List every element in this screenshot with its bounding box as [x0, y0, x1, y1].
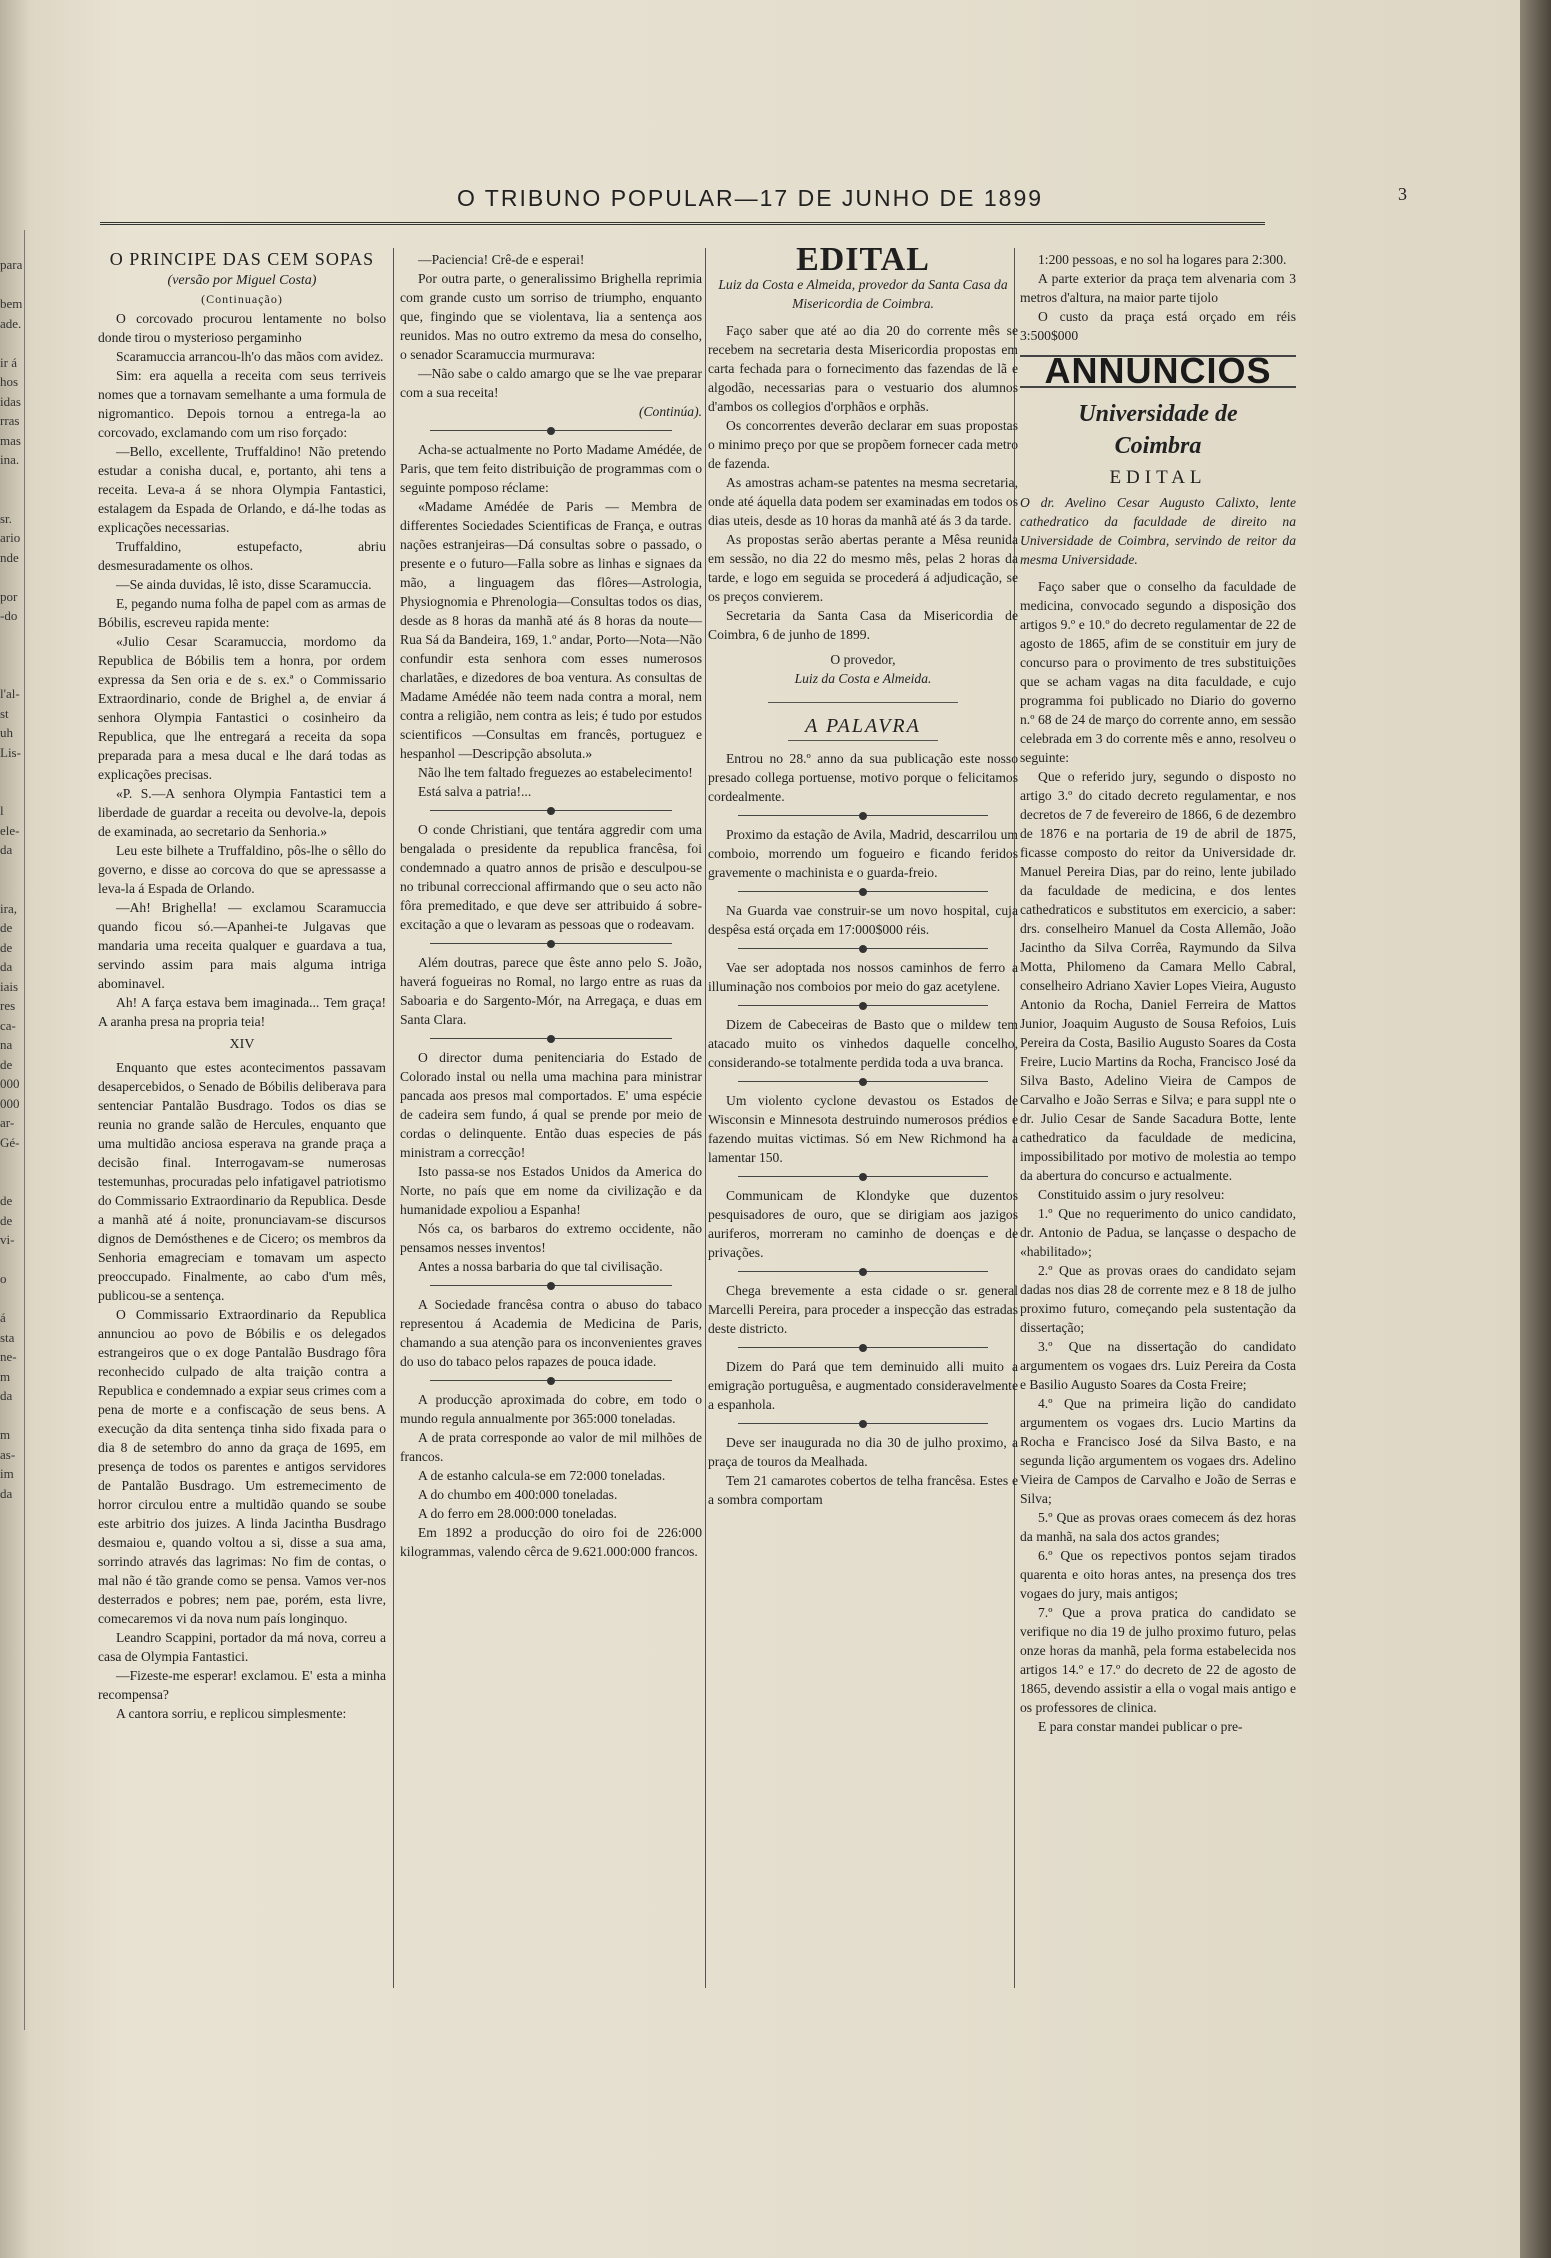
- bleed-fragment: da: [0, 1388, 13, 1403]
- page-number: 3: [1398, 184, 1407, 204]
- bleed-fragment: ele-: [0, 822, 20, 838]
- news-item: [400, 953, 702, 1029]
- news-item: Um violento cyclone devastou os Estados de Wisconsin e Minnesota destruindo numerosos prédios e fazendo muitas victimas. Só em New Richmond ha a lamentar 150.: [708, 1093, 1018, 1165]
- bleed-fragment: [0, 333, 24, 353]
- bleed-fragment: ne-: [0, 1349, 17, 1364]
- page-edge: [1520, 0, 1551, 2258]
- bleed-fragment: hos: [0, 374, 19, 389]
- bleed-fragment: [0, 275, 24, 295]
- paragraph: Tem 21 camarotes cobertos de telha francêsa. Estes e a sombra comportam: [708, 1473, 1018, 1507]
- ornament-separator: [738, 891, 988, 892]
- column-news-1: [400, 250, 702, 1561]
- paragraph: E, pegando numa folha de papel com as armas de Bóbilis, escreveu rapida mente:: [98, 596, 386, 630]
- paragraph: Isto passa-se nos Estados Unidos da America do Norte, no país que em nome da civilização e da humanidade expoliou a Espanha!: [400, 1164, 702, 1217]
- paragraph: Antes a nossa barbaria do que tal civilisação.: [418, 1259, 663, 1274]
- bleed-fragment: vi-: [0, 1232, 15, 1247]
- ornament-separator: [738, 1005, 988, 1006]
- masthead-title: O TRIBUNO POPULAR—17 DE JUNHO DE 1899: [456, 185, 1044, 211]
- paragraph: A de prata corresponde ao valor de mil milhões de francos.: [400, 1430, 702, 1464]
- bleed-fragment: para: [0, 257, 23, 272]
- masthead-rule: [100, 222, 1265, 225]
- previous-page-bleed: [0, 255, 24, 1503]
- paragraph: Sim: era aquella a receita com seus terriveis nomes que a tornavam semelhante a uma formula de nigromantico. Depois tornou a entrega-la ao corcovado, exclamando com um riso forçado:: [98, 368, 386, 440]
- news-item: Na Guarda vae construir-se um novo hospital, cuja despêsa está orçada em 17:000$000 réis.: [708, 903, 1018, 937]
- bleed-fragment: [0, 1172, 24, 1192]
- paragraph: Enquanto que estes acontecimentos passavam desapercebidos, o Senado de Bóbilis deliberava para sentenciar Pantalão Busdrago. Todos os dias se reunia no grande salão de Hercules, enquanto que uma multidão anciosa esperava na grande praça a decisão final. Interrogavam-se numerosas testemunhas, procuradas pelo infatigavel patriotismo do Commissario Extraordinario da Republica. Desde a manhã até á noite, pronunciavam-se discursos dignos de Demósthenes e de Cicero; os membros da Senhoria emagreciam e tomavam um aspecto preoccupado. Finalmente, ao cabo d'um mês, publicou-se a sentença.: [98, 1060, 386, 1303]
- palavra-heading: A PALAVRA: [805, 715, 921, 737]
- bleed-fragment: [0, 470, 24, 490]
- paragraph: As amostras acham-se patentes na mesma secretaria, onde até áquella data podem ser examinadas em todos os dias uteis, desde as 10 horas da manhã até ás 3 da tarde.: [708, 475, 1018, 528]
- news-item-last: [708, 1423, 1018, 1509]
- story-body-continued: [98, 1058, 386, 1723]
- bleed-fragment: res: [0, 998, 16, 1013]
- bleed-fragment: [0, 879, 24, 899]
- bleed-fragment: 000: [0, 1095, 20, 1111]
- bleed-fragment: m: [0, 1427, 11, 1442]
- paragraph: Constituido assim o jury resolveu:: [1038, 1187, 1225, 1202]
- paragraph: Scaramuccia arrancou-lh'o das mãos com avidez.: [116, 349, 384, 364]
- bleed-fragment: [0, 1406, 24, 1426]
- paragraph: A cantora sorriu, e replicou simplesmente:: [116, 1706, 347, 1721]
- ornament-separator: [430, 1380, 672, 1381]
- bleed-fragment: ade.: [0, 315, 22, 331]
- bleed-fragment: bem: [0, 296, 23, 311]
- ornament-separator: [430, 1285, 672, 1286]
- announcement-body: [1020, 577, 1296, 1736]
- column-rule: [393, 248, 394, 1988]
- bleed-fragment: [0, 489, 24, 509]
- paragraph: O Commissario Extraordinario da Republica annunciou ao povo de Bóbilis e os delegados estrangeiros que o ex doge Pantalão Busdrago fôra reconhecido culpado de alta traição contra a Republica e condemnado a expiar seus crimes com a pena de morte e a confiscação de seus bens. A execução da dita sentença tinha sido fixada para o dia 8 de setembro do anno da graça de 1695, em presença de todos os parentes e antigos servidores de Pantalão Busdrago. Um estremecimento de horror circulou entre a multidão quando se soube este arbitrio dos juizes. A linda Jacintha Busdrago desmaiou e, quando voltou a si, disse a sua ama, sorrindo através das lagrimas: No fim de contas, o mal não é tão grande como se pensa. Vamos ver-nos desterrados e pobres; nem pae, porém, esta livre, comecaremos vi da nova num país longinquo.: [98, 1307, 386, 1626]
- paragraph: Está salva a patria!...: [418, 784, 532, 799]
- bleed-fragment: im: [0, 1466, 14, 1481]
- paragraph: —Fizeste-me esperar! exclamou. E' esta a minha recompensa?: [98, 1668, 386, 1702]
- bleed-fragment: ar-: [0, 1115, 15, 1130]
- column-feuilleton: [98, 250, 386, 1723]
- paragraph: A parte exterior da praça tem alvenaria com 3 metros d'altura, na maior parte tijolo: [1020, 271, 1296, 305]
- news-item: Chega brevemente a esta cidade o sr. general Marcelli Pereira, para proceder a inspecção das estradas deste districto.: [708, 1283, 1018, 1336]
- bleed-fragment: da: [0, 842, 13, 857]
- news-item: Communicam de Klondyke que duzentos pesquisadores de ouro, que se dirigiam aos jazigos auriferos, morreram no caminho de doenças e de privações.: [708, 1188, 1018, 1260]
- bleed-fragment: Gé-: [0, 1134, 20, 1150]
- bleed-fragment: [0, 626, 24, 646]
- paragraph: Que o referido jury, segundo o disposto no artigo 3.º do citado decreto regulamentar, e nos decretos de 7 de fevereiro de 1866, 6 de dezembro de 1876 e na portaria de 19 de abril de 1875, ficasse composto do reitor da Universidade dr. Manuel Pereira Dias, par do reino, lente jubilado da faculdade de medicina, e dos lentes cathedraticos e substitutos em exercicio, a saber: drs. conselheiro Manuel da Costa Allemão, João Jacintho da Silva Corrêa, Raymundo da Silva Motta, Philomeno da Camara Mello Cabral, conselheiro Adriano Xavier Lopes Vieira, Augusto Antonio da Rocha, Daniel Ferreira de Mattos Junior, Joaquim Augusto de Sousa Refoios, Luis Pereira da Costa, Basilio Augusto Soares da Costa Freire, Lucio Martins da Rocha, Francisco José da Silva Basto, Adelino Vieira de Campos de Carvalho e João Serras e Silva; e para suppl nte o dr. Julio Cesar de Sande Sacadura Botte, lente cathedratico da faculdade de medicina, impossibilitado por motivo de molestia ao tempo da abertura do concurso e actualmente.: [1020, 769, 1296, 1183]
- palavra-text: Entrou no 28.º anno da sua publicação este nosso presado collega portuense, motivo porque o felicitamos cordealmente.: [708, 751, 1018, 804]
- bleed-fragment: nde: [0, 549, 19, 565]
- bleed-fragment: [0, 860, 24, 880]
- bleed-fragment: de: [0, 1056, 13, 1072]
- paragraph: Por outra parte, o generalissimo Brighella reprimia com grande custo um sorriso de triumpho, enquanto que, fingindo que se violentava, lia a sentença aos reunidos. Mas no outro extremo da mesa do conselho, o senador Scaramuccia murmurava:: [400, 271, 702, 362]
- bleed-fragment: [0, 782, 24, 802]
- story-subtitle: (versão por Miguel Costa): [167, 273, 317, 288]
- paragraph: «Madame Amédée de Paris — Membra de differentes Sociedades Scientificas de França, e outras nações estranjeiras—Dá consultas sobre o passado, o presente e o futuro—Falla sobre as linhas e signaes da mão, a linguagem das flôres—Astrologia, Physiognomia e Phrenologia—Consultas todos os dias, desde as 8 horas da manhã até ás 8 horas da noute—Rua Sá da Bandeira, 169, 1.º andar, Porto—Nota—Não confundir esta senhora com esses numerosos charlatães, e dizedores de boa ventura. As consultas de Madame Amédée não teem nada contra a moral, nem contra a religião, nem contra as leis; é tudo por estudos scientificos —Consultas em francês, portuguez e hespanhol —Descripção absoluta.»: [400, 499, 702, 761]
- paragraph: Leandro Scappini, portador da má nova, correu a casa de Olympia Fantastici.: [98, 1630, 386, 1664]
- bleed-fragment: da: [0, 959, 13, 974]
- bullring-continuation: [1020, 250, 1296, 345]
- continua-label: (Continúa).: [638, 404, 702, 419]
- paragraph: Leu este bilhete a Truffaldino, pôs-lhe o sêllo do governo, e disse ao corcova do que se apressasse a leva-la á Espada de Orlando.: [98, 843, 386, 896]
- bleed-fragment: [0, 1289, 24, 1309]
- news-item: [400, 820, 702, 934]
- paragraph: Além doutras, parece que êste anno pelo S. João, haverá fogueiras no Romal, no largo entre as ruas da Saboaria e do Sargento-Mór, na Arregaça, e duas em Santa Clara.: [400, 955, 702, 1027]
- paragraph: A do chumbo em 400:000 toneladas.: [418, 1487, 618, 1502]
- bleed-fragment: sr.: [0, 510, 12, 526]
- news-item: [400, 1390, 702, 1561]
- university-heading-line2: Coimbra: [1114, 433, 1202, 459]
- paragraph: A Sociedade francêsa contra o abuso do tabaco representou á Academia de Medicina de Paris, chamando a sua atenção para os inconvenientes graves do uso do tabaco pelos rapazes de pouca idade.: [400, 1297, 702, 1369]
- bleed-fragment: -do: [0, 608, 18, 623]
- column-news-2: [708, 241, 1018, 1509]
- paragraph: As propostas serão abertas perante a Mêsa reunida em sessão, no dia 22 do mesmo mês, pelas 2 horas da tarde, e logo em seguida se procederá á adjudicação, se os preços convierem.: [708, 532, 1018, 604]
- bleed-fragment: o: [0, 1271, 7, 1286]
- paragraph: Nós ca, os barbaros do extremo occidente, não pensamos nesses inventos!: [400, 1221, 702, 1255]
- bleed-fragment: mas: [0, 432, 21, 448]
- news-items: [708, 815, 1018, 1414]
- announcement-author: O dr. Avelino Cesar Augusto Calixto, lente cathedratico da faculdade de direito na Universidade de Coimbra, servindo de reitor da mesma Universidade.: [1020, 495, 1296, 567]
- bleed-fragment: iais: [0, 978, 19, 994]
- paragraph: Deve ser inaugurada no dia 30 de julho proximo, a praça de touros da Mealhada.: [708, 1435, 1018, 1469]
- bleed-fragment: ca-: [0, 1017, 16, 1033]
- paragraph: 3.º Que na dissertação do candidato argumentem os vogaes drs. Luiz Pereira da Costa e Basilio Augusto Soares da Costa Freire;: [1020, 1339, 1296, 1392]
- news-item: Dizem de Cabeceiras de Basto que o mildew tem atacado muito os vinhedos daquelle concelho, considerando-se totalmente perdida toda a uva branca.: [708, 1017, 1018, 1070]
- edital-heading: EDITAL: [796, 241, 930, 278]
- bleed-fragment: de: [0, 920, 13, 935]
- news-item: Dizem do Pará que tem deminuido alli muito a emigração portuguêsa, e augmentado consideravelmente a espanhola.: [708, 1359, 1018, 1412]
- provedor-label: O provedor,: [830, 652, 896, 667]
- paragraph: 1:200 pessoas, e no sol ha logares para 2:300.: [1038, 252, 1287, 267]
- ornament-separator: [738, 1423, 988, 1424]
- ornament-separator: [738, 815, 988, 816]
- paragraph: Truffaldino, estupefacto, abriu desmesuradamente os olhos.: [98, 539, 386, 573]
- paragraph: O conde Christiani, que tentára aggredir com uma bengalada o presidente da republica francêsa, foi condemnado a quatro annos de prisão e desculpou-se no tribunal correccional affirmando que o seu acto não fôra premeditado, e que deve ser attribuido á sobre-excitação a que o levaram as pessoas que o rodeavam.: [400, 822, 702, 932]
- paragraph: Faço saber que o conselho da faculdade de medicina, convocado segundo a disposição dos artigos 9.º e 10.º do decreto regulamentar de 22 de agosto de 1865, afim de se constituir em jury de concurso para o provimento de tres substituições que se acham vagas na dita faculdade, e cujo programma foi publicado no Diario do governo n.º 68 de 24 de março do corrente anno, em sessão celebrada em 3 do corrente mês e anno, resolveu o seguinte:: [1020, 579, 1296, 765]
- bleed-fragment: Lis-: [0, 744, 21, 760]
- bleed-fragment: [0, 645, 24, 665]
- paragraph: Faço saber que até ao dia 20 do corrente mês se recebem na secretaria desta Misericordia propostas em carta fechada para o fornecimento das fazendas de lã e algodão, necessarias para o vestuario dos alumnos d'ambos os collegios d'orphãos e orphãs.: [708, 323, 1018, 414]
- paragraph: 6.º Que os repectivos pontos sejam tirados quarenta e oito horas antes, na presença dos tres vogaes do jury, mais antigos;: [1020, 1548, 1296, 1601]
- story-title: O PRINCIPE DAS CEM SOPAS: [109, 249, 375, 269]
- bleed-fragment: idas: [0, 393, 21, 409]
- ornament-separator: [738, 1347, 988, 1348]
- paragraph: «P. S.—A senhora Olympia Fantastici tem a liberdade de guardar a receita ou devolve-la, depois de examinada, ao secretario da Senhoria.»: [98, 786, 386, 839]
- bleed-fragment: [0, 665, 24, 685]
- column-rule: [705, 248, 706, 1988]
- bleed-fragment: [0, 567, 24, 587]
- paragraph: 7.º Que a prova pratica do candidato se verifique no dia 19 de julho proximo futuro, pelas onze horas da manhã, pela forma estabelecida nos artigos 14.º e 17.º do decreto de 22 de agosto de 1865, devendo assistir a ella o vogal mais antigo e os professores de clinica.: [1020, 1605, 1296, 1715]
- bleed-fragment: as-: [0, 1446, 16, 1462]
- continuation-label: (Continuação): [201, 292, 283, 306]
- paragraph: A producção aproximada do cobre, em todo o mundo regula annualmente por 365:000 toneladas.: [400, 1392, 702, 1426]
- ornament-separator: [430, 430, 672, 431]
- news-items: [400, 430, 702, 1561]
- paragraph: Secretaria da Santa Casa da Misericordia de Coimbra, 6 de junho de 1899.: [708, 608, 1018, 642]
- paragraph: 5.º Que as provas oraes comecem ás dez horas da manhã, na sala dos actos grandes;: [1020, 1510, 1296, 1544]
- bleed-fragment: m: [0, 1368, 11, 1384]
- bleed-fragment: [0, 1250, 24, 1270]
- paragraph: —Ah! Brighella! — exclamou Scaramuccia quando ficou só.—Apanhei-te Julgavas que mandaria uma receita qualquer e guardava a tua, servindo assim para mais alguma intriga abominavel.: [98, 900, 386, 991]
- paragraph: «Julio Cesar Scaramuccia, mordomo da Republica de Bóbilis tem a honra, por ordem expressa da Sen oria e de s. ex.ª o Commissario Extraordinario, conde de Brighel a, de enviar á senhora Olympia Fantastici o cosinheiro da Republica, que lhe entregará a receita da sopa preparada para a mesa ducal e lhe dará todas as explicações precisas.: [98, 634, 386, 782]
- ornament-separator: [430, 1038, 672, 1039]
- paragraph: —Paciencia! Crê-de e esperai!: [418, 252, 585, 267]
- paragraph: O director duma penitenciaria do Estado de Colorado instal ou nella uma machina para ministrar pancada aos presos mal comportados. E' uma espécie de cadeira sem fundo, á qual se prende por meio de cordas o delinquente. Então duas especies de pás ministram a correcção!: [400, 1050, 702, 1160]
- story-body: [98, 309, 386, 1031]
- paragraph: A de estanho calcula-se em 72:000 toneladas.: [418, 1468, 666, 1483]
- ornament-separator: [738, 1176, 988, 1177]
- bleed-fragment: l'al-: [0, 686, 20, 701]
- bleed-fragment: ario: [0, 530, 21, 545]
- chapter-number: XIV: [229, 1037, 255, 1052]
- separator: [768, 702, 958, 703]
- university-heading-line1: Universidade de: [1078, 401, 1238, 427]
- bleed-fragment: st: [0, 705, 9, 721]
- left-margin-rule: [24, 230, 25, 2030]
- ornament-separator: [430, 810, 672, 811]
- paragraph: 1.º Que no requerimento do unico candidato, dr. Antonio de Padua, se lançasse o despacho de «habilitado»;: [1020, 1206, 1296, 1259]
- paragraph: —Se ainda duvidas, lê isto, disse Scaramuccia.: [116, 577, 372, 592]
- bleed-fragment: de: [0, 1193, 13, 1208]
- separator: [788, 740, 938, 741]
- bleed-fragment: l: [0, 803, 4, 818]
- paragraph: Em 1892 a producção do oiro foi de 226:000 kilogrammas, valendo cêrca de 9.621.000:000 francos.: [400, 1525, 702, 1559]
- paragraph: O corcovado procurou lentamente no bolso donde tirou o mysterioso pergaminho: [98, 311, 386, 345]
- bleed-fragment: ir á: [0, 354, 17, 370]
- bleed-fragment: uh: [0, 725, 13, 740]
- paragraph: 2.º Que as provas oraes do candidato sejam dadas nos dias 28 de corrente mez e 8 18 de julho proximo futuro, começando pela sustentação da dissertação;: [1020, 1263, 1296, 1335]
- bleed-fragment: [0, 762, 24, 782]
- edital-small-heading: EDITAL: [1109, 467, 1207, 488]
- paragraph: Ah! A farça estava bem imaginada... Tem graça! A aranha presa na propria teia!: [98, 995, 386, 1029]
- column-announcements: [1020, 250, 1296, 1736]
- news-item: [400, 1295, 702, 1371]
- ornament-separator: [738, 948, 988, 949]
- paragraph: Os concorrentes deverão declarar em suas propostas o minimo preço por que se propõem fornecer cada metro de fazenda.: [708, 418, 1018, 471]
- edital-author: Luiz da Costa e Almeida, provedor da Santa Casa da Misericordia de Coimbra.: [718, 277, 1008, 311]
- news-item: Proximo da estação de Avila, Madrid, descarrilou um comboio, morrendo um fogueiro e ficando feridos gravemente o machinista e o guarda-freio.: [708, 827, 1018, 880]
- bleed-fragment: sta: [0, 1329, 15, 1345]
- provedor-name: Luiz da Costa e Almeida.: [794, 671, 932, 686]
- paragraph: A do ferro em 28.000:000 toneladas.: [418, 1506, 617, 1521]
- bleed-fragment: por: [0, 588, 18, 604]
- paragraph: E para constar mandei publicar o pre-: [1038, 1719, 1243, 1734]
- ornament-separator: [430, 943, 672, 944]
- story-end: [400, 250, 702, 402]
- paragraph: —Não sabe o caldo amargo que se lhe vae preparar com a sua receita!: [400, 366, 702, 400]
- bleed-fragment: na: [0, 1037, 13, 1052]
- ornament-separator: [738, 1271, 988, 1272]
- bleed-fragment: 000: [0, 1076, 20, 1091]
- bleed-fragment: rras: [0, 413, 20, 428]
- paragraph: O custo da praça está orçado em réis 3:500$000: [1020, 309, 1296, 343]
- paragraph: —Bello, excellente, Truffaldino! Não pretendo estudar a conisha ducal, e, portanto, ahi tens a receita. Leva-a á se nhora Olympia Fantastici, estalagem da Espada de Orlando, e dá-lhe todas as explicações necessarias.: [98, 444, 386, 535]
- bleed-fragment: á: [0, 1310, 6, 1325]
- bleed-fragment: ira,: [0, 900, 17, 916]
- edital-body: [708, 321, 1018, 644]
- paragraph: Acha-se actualmente no Porto Madame Amédée, de Paris, que tem feito distribuição de programmas com o seguinte pomposo réclame:: [400, 442, 702, 495]
- bleed-fragment: de: [0, 1212, 13, 1228]
- news-item: [400, 440, 702, 801]
- news-item: Vae ser adoptada nos nossos caminhos de ferro a illuminação nos comboios por meio do gaz acetylene.: [708, 960, 1018, 994]
- paragraph: Não lhe tem faltado freguezes ao estabelecimento!: [418, 765, 693, 780]
- ornament-separator: [738, 1081, 988, 1082]
- paragraph: 4.º Que na primeira lição do candidato argumentem os vogaes drs. Lucio Martins da Rocha e Francisco José da Silva Basto, e na segunda lição argumentem os vogaes drs. Adelino Vieira de Campos de Carvalho e João de Serras e Silva;: [1020, 1396, 1296, 1506]
- news-item: [400, 1048, 702, 1276]
- bleed-fragment: de: [0, 939, 13, 955]
- bleed-fragment: da: [0, 1485, 13, 1501]
- bleed-fragment: [0, 1152, 24, 1172]
- annuncios-heading: ANNUNCIOS: [1044, 350, 1272, 391]
- bleed-fragment: ina.: [0, 452, 20, 467]
